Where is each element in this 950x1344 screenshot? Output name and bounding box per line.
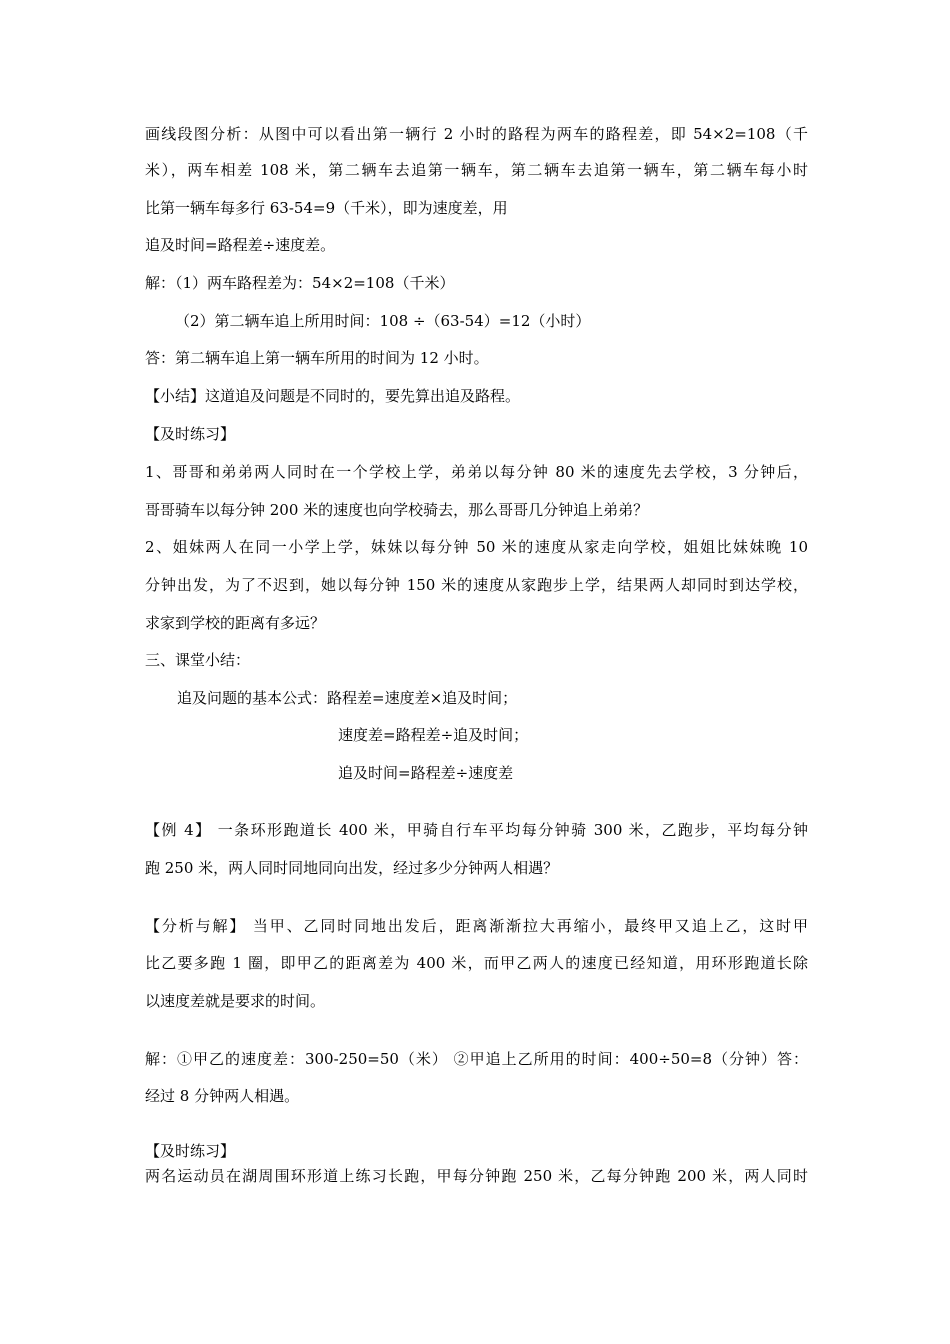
summary-note: 【小结】这道追及问题是不同时的，要先算出追及路程。 (145, 387, 521, 405)
solution-step-2: （2）第二辆车追上所用时间：108 ÷（63-54）=12（小时） (175, 312, 591, 330)
practice-heading: 【及时练习】 (145, 425, 236, 443)
practice-q1-line-1: 1、哥哥和弟弟两人同时在一个学校上学，弟弟以每分钟 80 米的速度先去学校，3 分钟后， (145, 463, 808, 481)
solution4-line-2: 经过 8 分钟两人相遇。 (145, 1087, 300, 1105)
practice2-heading: 【及时练习】 (145, 1142, 236, 1160)
solution-step-1: 解：（1）两车路程差为：54×2=108（千米） (145, 274, 455, 292)
practice-q2-line-3: 求家到学校的距离有多远？ (145, 614, 326, 632)
analysis4-line-1: 【分析与解】 当甲、乙同时同地出发后，距离渐渐拉大再缩小，最终甲又追上乙，这时甲 (145, 917, 808, 935)
analysis-line-3: 比第一辆车每多行 63-54=9（千米），即为速度差，用 (145, 199, 508, 217)
class-summary-heading: 三、课堂小结： (145, 651, 251, 669)
example4-line-1: 【例 4】 一条环形跑道长 400 米，甲骑自行车平均每分钟骑 300 米，乙跑步，平均每分钟 (145, 821, 808, 839)
solution-answer: 答：第二辆车追上第一辆车所用的时间为 12 小时。 (145, 349, 489, 367)
analysis-line-4: 追及时间=路程差÷速度差。 (145, 236, 336, 254)
analysis-line-1: 画线段图分析：从图中可以看出第一辆行 2 小时的路程为两车的路程差，即 54×2=108（千 (145, 125, 808, 143)
formula-3: 追及时间=路程差÷速度差 (338, 764, 514, 782)
solution4-line-1: 解：①甲乙的速度差：300-250=50（米） ②甲追上乙所用的时间：400÷50=8（分钟）答： (145, 1050, 808, 1068)
analysis4-line-3: 以速度差就是要求的时间。 (145, 992, 326, 1010)
example4-line-2: 跑 250 米，两人同时同地同向出发，经过多少分钟两人相遇？ (145, 859, 559, 877)
analysis-line-2: 米），两车相差 108 米，第二辆车去追第一辆车，第二辆车去追第一辆车，第二辆车每小时 (145, 161, 808, 179)
analysis4-line-2: 比乙要多跑 1 圈，即甲乙的距离差为 400 米，而甲乙两人的速度已经知道，用环形跑道长除 (145, 954, 808, 972)
formula-2: 速度差=路程差÷追及时间； (338, 726, 529, 744)
practice2-line-1: 两名运动员在湖周围环形道上练习长跑，甲每分钟跑 250 米，乙每分钟跑 200 米，两人同时 (145, 1167, 808, 1185)
formula-1: 追及问题的基本公式：路程差=速度差×追及时间； (177, 689, 518, 707)
practice-q2-line-1: 2、姐妹两人在同一小学上学，妹妹以每分钟 50 米的速度从家走向学校，姐姐比妹妹晚 10 (145, 538, 808, 556)
practice-q2-line-2: 分钟出发，为了不迟到，她以每分钟 150 米的速度从家跑步上学，结果两人却同时到达学校， (145, 576, 808, 594)
practice-q1-line-2: 哥哥骑车以每分钟 200 米的速度也向学校骑去，那么哥哥几分钟追上弟弟？ (145, 501, 649, 519)
